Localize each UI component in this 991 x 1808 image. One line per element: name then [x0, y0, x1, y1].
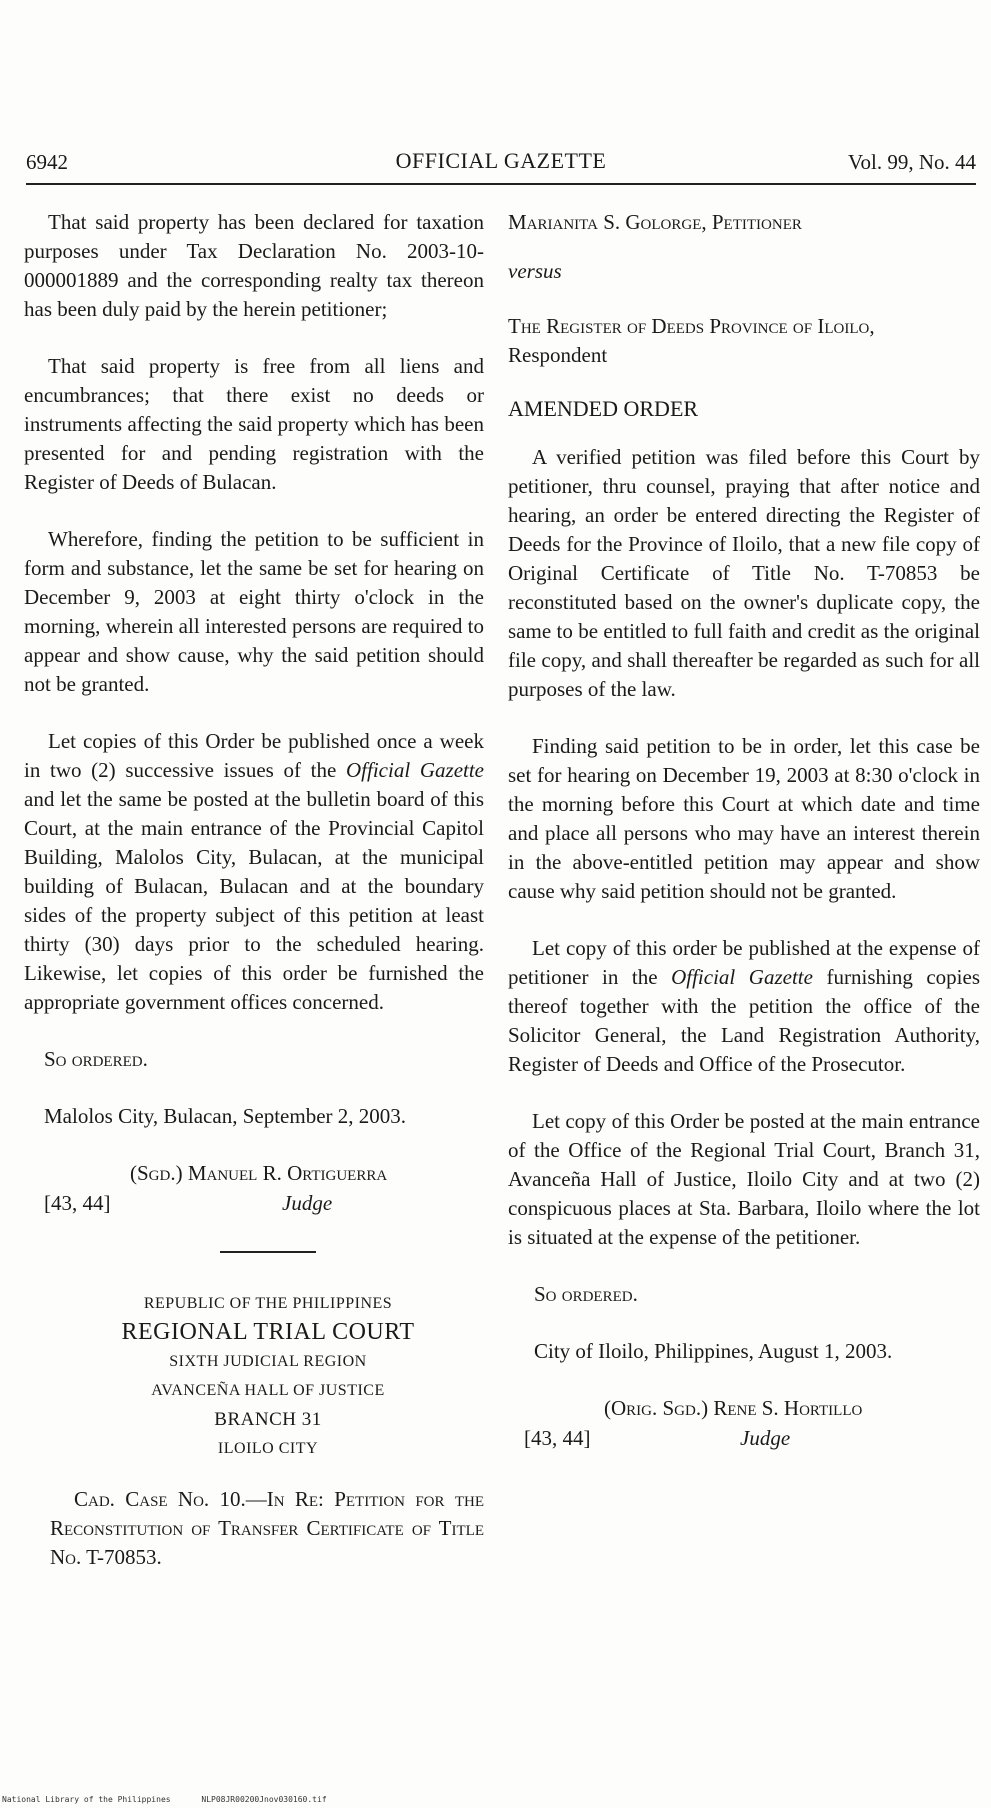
court-branch: BRANCH 31	[214, 1409, 322, 1430]
left-paragraph-4-text-b: and let the same be posted at the bulletin board of this Court, at the main entrance of the Provincial Capitol Building, Malolos City, Bulacan, at the municipal building of Bulacan, Bulacan and at the boundary sides of the property subject of this petition at least thirty (30) days prior to the scheduled hearing. Likewise, let copies of this order be furnished the appropriate government offices concerned.	[24, 787, 484, 1014]
left-paragraph-2: That said property is free from all liens and encumbrances; that there exist no deeds or instruments affecting the said property which has been presented for and pending registration with the Register of Deeds of Bulacan.	[24, 354, 484, 494]
right-paragraph-3	[508, 934, 980, 1079]
court-region: SIXTH JUDICIAL REGION	[169, 1353, 367, 1370]
left-paragraph-1: That said property has been declared for taxation purposes under Tax Declaration No. 2003-10-000001889 and the corresponding realty tax thereon has been duly paid by the herein petitioner;	[24, 210, 484, 321]
right-citation: [43, 44]	[524, 1426, 591, 1450]
right-paragraph-3-text-a: Let copy of this order be published at the expense of petitioner in the	[508, 936, 980, 989]
order-title: AMENDED ORDER	[508, 396, 699, 421]
court-republic: REPUBLIC OF THE PHILIPPINES	[143, 1295, 393, 1312]
court-heading	[38, 1289, 498, 1463]
left-column	[24, 208, 484, 1600]
right-column	[508, 208, 980, 1484]
right-paragraph-4: Let copy of this Order be posted at the main entrance of the Office of the Regional Trial Court, Branch 31, Avanceña Hall of Justice, Iloilo City and at two (2) conspicuous places at Sta. Barbara, Iloilo where the lot is situated at the expense of the petitioner.	[508, 1109, 980, 1249]
versus-italic: versus	[508, 259, 562, 283]
petitioner-line: Marianita S. Golorge, Petitioner	[508, 210, 802, 234]
page-header	[26, 144, 976, 184]
court-city: ILOILO CITY	[217, 1440, 319, 1457]
section-divider	[220, 1251, 316, 1253]
respondent-name: The Register of Deeds Province of Iloilo,	[508, 314, 875, 338]
right-signature-block	[508, 1394, 980, 1456]
scan-footer	[2, 1795, 353, 1804]
case-caption: Cad. Case No. 10.—In Re: Petition for the Reconstitution of Transfer Certificate of Title No. T-70853.	[50, 1487, 484, 1569]
left-so-ordered: So ordered.	[44, 1047, 148, 1071]
right-signatory: (Orig. Sgd.) Rene S. Hortillo	[604, 1396, 863, 1420]
left-paragraph-4	[24, 727, 484, 1017]
official-gazette-italic: Official Gazette	[346, 758, 484, 782]
court-hall: AVANCEÑA HALL OF JUSTICE	[151, 1382, 385, 1399]
volume-number: Vol. 99, No. 44	[848, 150, 976, 174]
court-name: REGIONAL TRIAL COURT	[121, 1319, 415, 1345]
left-place-date: Malolos City, Bulacan, September 2, 2003.	[44, 1104, 407, 1128]
official-gazette-italic-right: Official Gazette	[671, 965, 813, 989]
right-judge-title: Judge	[740, 1426, 791, 1450]
right-paragraph-3-text-b: furnishing copies thereof together with the petition the office of the Solicitor General, the Land Registration Authority, Register of Deeds and Office of the Prosecutor.	[508, 965, 981, 1076]
left-paragraph-4-text-a: Let copies of this Order be published once a week in two (2) successive issues of the	[24, 729, 484, 782]
left-citation: [43, 44]	[44, 1191, 111, 1215]
left-paragraph-3: Wherefore, finding the petition to be sufficient in form and substance, let the same be set for hearing on December 9, 2003 at eight thirty o'clock in the morning, wherein all interested persons are required to appear and show cause, why the said petition should not be granted.	[24, 527, 484, 696]
left-signatory: (Sgd.) Manuel R. Ortiguerra	[130, 1161, 388, 1185]
right-paragraph-1: A verified petition was filed before this Court by petitioner, thru counsel, praying that after notice and hearing, an order be entered directing the Register of Deeds for the Province of Iloilo, that a new file copy of Original Certificate of Title No. T-70853 be reconstituted based on the owner's duplicate copy, the same to be entitled to full faith and credit as the original file copy, and shall thereafter be regarded as such for all purposes of the law.	[508, 445, 980, 701]
right-place-date: City of Iloilo, Philippines, August 1, 2003.	[534, 1339, 893, 1363]
footer-library: National Library of the Philippines	[2, 1795, 171, 1804]
right-so-ordered: So ordered.	[534, 1282, 638, 1306]
left-judge-title: Judge	[282, 1191, 333, 1215]
respondent-label: Respondent	[508, 343, 608, 367]
page-number: 6942	[26, 150, 68, 174]
versus-line	[508, 257, 980, 286]
footer-filename: NLP08JR00200Jnov030160.tif	[201, 1795, 327, 1804]
header-rule	[26, 183, 976, 185]
right-paragraph-2: Finding said petition to be in order, let this case be set for hearing on December 19, 2003 at 8:30 o'clock in the morning before this Court at which date and time and place all persons who may have an interest therein in the above-entitled petition may appear and show cause why said petition should not be granted.	[508, 734, 980, 903]
publication-title: OFFICIAL GAZETTE	[395, 148, 607, 173]
left-signature-block	[24, 1159, 484, 1221]
respondent-block	[508, 312, 980, 370]
